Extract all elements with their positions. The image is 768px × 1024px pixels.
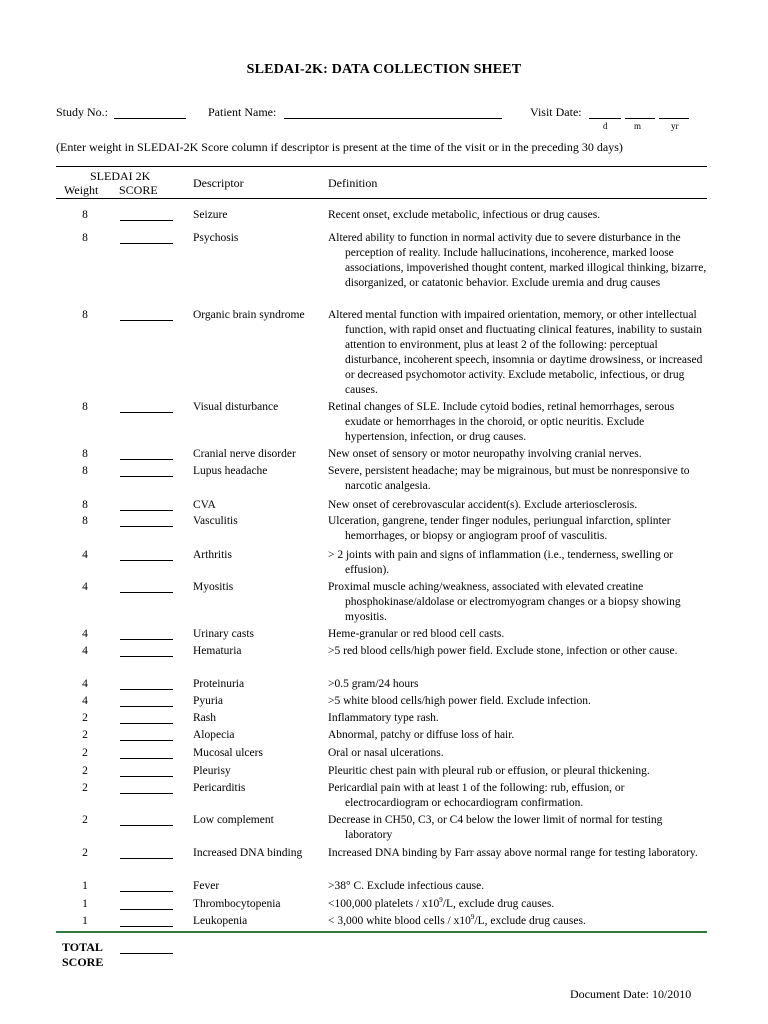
row-score-field[interactable] <box>120 476 173 477</box>
row-score-field[interactable] <box>120 639 173 640</box>
patient-name-field[interactable] <box>284 118 502 119</box>
row-score-field[interactable] <box>120 320 173 321</box>
month-sublabel: m <box>634 121 642 131</box>
row-definition: Retinal changes of SLE. Include cytoid bodies, retinal hemorrhages, serous exudate or hemorrhages in the choroid, or optic neuritis. Exclude hypertension, infection, or drug causes. <box>328 401 675 443</box>
row-score-field[interactable] <box>120 459 173 460</box>
row-score-field[interactable] <box>120 243 173 244</box>
row-definition: Ulceration, gangrene, tender finger nodules, periungual infarction, splinter hemorrhages, or biopsy or angiogram proof of vasculitis. <box>328 515 671 542</box>
row-descriptor: Increased DNA binding <box>193 847 303 859</box>
row-definition: Altered ability to function in normal activity due to severe disturbance in the perception of reality. Include hallucinations, incoherence, marked loose associations, impoverished thought content, marked illogical thinking, bizarre, disorganized, or catatonic behavior. Exclude uremia and drug causes <box>328 232 707 289</box>
row-descriptor: Seizure <box>193 209 228 221</box>
row-weight: 2 <box>82 747 88 759</box>
row-weight: 2 <box>82 782 88 794</box>
row-descriptor: Pericarditis <box>193 782 246 794</box>
row-definition: Severe, persistent headache; may be migrainous, but must be nonresponsive to narcotic analgesia. <box>328 465 690 492</box>
row-score-field[interactable] <box>120 825 173 826</box>
day-sublabel: d <box>603 121 608 131</box>
row-descriptor: CVA <box>193 499 216 511</box>
document-date: Document Date: 10/2010 <box>570 987 692 1001</box>
row-weight: 8 <box>82 401 88 413</box>
row-score-field[interactable] <box>120 510 173 511</box>
page-title: SLEDAI-2K: DATA COLLECTION SHEET <box>246 62 522 77</box>
row-definition: >5 white blood cells/high power field. Exclude infection. <box>328 695 591 707</box>
row-definition: Pleuritic chest pain with pleural rub or effusion, or pleural thickening. <box>328 765 650 777</box>
row-weight: 2 <box>82 847 88 859</box>
row-descriptor: Vasculitis <box>193 515 238 527</box>
row-weight: 8 <box>82 448 88 460</box>
row-definition: Proximal muscle aching/weakness, associated with elevated creatine phosphokinase/aldolase or electromyogram changes or a biopsy showing myositis. <box>328 581 681 623</box>
row-weight: 8 <box>82 499 88 511</box>
row-weight: 8 <box>82 515 88 527</box>
patient-name-label: Patient Name: <box>208 105 277 119</box>
row-descriptor: Leukopenia <box>193 915 248 927</box>
row-definition: Pericardial pain with at least 1 of the following: rub, effusion, or electrocardiogram or echocardiogram confirmation. <box>328 782 625 809</box>
row-descriptor: Pyuria <box>193 695 224 707</box>
year-sublabel: yr <box>671 121 679 131</box>
row-descriptor: Arthritis <box>193 549 232 561</box>
row-descriptor: Lupus headache <box>193 465 268 477</box>
row-weight: 4 <box>82 695 88 707</box>
row-score-field[interactable] <box>120 526 173 527</box>
row-descriptor: Organic brain syndrome <box>193 309 305 321</box>
row-definition: >38° C. Exclude infectious cause. <box>328 880 485 892</box>
total-score-label: TOTAL SCORE <box>62 940 104 969</box>
row-weight: 4 <box>82 645 88 657</box>
row-score-field[interactable] <box>120 723 173 724</box>
row-weight: 8 <box>82 309 88 321</box>
row-descriptor: Low complement <box>193 814 274 826</box>
row-score-field[interactable] <box>120 926 173 927</box>
sledai-header: SLEDAI 2K <box>90 169 151 183</box>
row-descriptor: Myositis <box>193 581 234 593</box>
row-definition: Abnormal, patchy or diffuse loss of hair. <box>328 729 515 741</box>
row-definition: Recent onset, exclude metabolic, infectious or drug causes. <box>328 209 601 221</box>
row-descriptor: Rash <box>193 712 216 724</box>
row-descriptor: Urinary casts <box>193 628 254 640</box>
weight-header: Weight <box>64 183 99 197</box>
row-definition: Decrease in CH50, C3, or C4 below the lower limit of normal for testing laboratory <box>328 814 663 841</box>
row-score-field[interactable] <box>120 220 173 221</box>
table-bottom-rule <box>56 931 707 933</box>
instruction-text: (Enter weight in SLEDAI-2K Score column if descriptor is present at the time of the visit or in the preceding 30 days) <box>56 140 623 154</box>
row-score-field[interactable] <box>120 560 173 561</box>
row-definition: >0.5 gram/24 hours <box>328 678 419 690</box>
total-score-field[interactable] <box>120 953 173 954</box>
row-weight: 1 <box>82 880 88 892</box>
row-definition: Oral or nasal ulcerations. <box>328 747 444 759</box>
row-definition: < 3,000 white blood cells / $x10^9/L$, exclude drug causes. <box>328 913 586 927</box>
row-weight: 8 <box>82 209 88 221</box>
row-weight: 2 <box>82 765 88 777</box>
row-descriptor: Hematuria <box>193 645 242 657</box>
row-score-field[interactable] <box>120 740 173 741</box>
row-weight: 1 <box>82 915 88 927</box>
row-weight: 2 <box>82 814 88 826</box>
row-score-field[interactable] <box>120 412 173 413</box>
row-weight: 1 <box>82 898 88 910</box>
row-score-field[interactable] <box>120 776 173 777</box>
row-score-field[interactable] <box>120 891 173 892</box>
row-descriptor: Alopecia <box>193 729 235 741</box>
row-descriptor: Fever <box>193 880 220 892</box>
row-definition: Altered mental function with impaired orientation, memory, or other intellectual function, with rapid onset and fluctuating clinical features, inability to sustain attention to environment, plus at least 2 of the following: perceptual disturbance, incoherent speech, insomnia or daytime drowsiness, or increased or decreased psychomotor activity. Exclude metabolic, infectious, or drug causes. <box>328 309 703 396</box>
row-definition: Heme-granular or red blood cell casts. <box>328 628 505 640</box>
row-weight: 8 <box>82 465 88 477</box>
visit-month-field[interactable] <box>625 118 655 119</box>
row-score-field[interactable] <box>120 706 173 707</box>
row-definition: Inflammatory type rash. <box>328 712 439 724</box>
row-score-field[interactable] <box>120 793 173 794</box>
table-top-rule <box>56 166 707 167</box>
row-descriptor: Proteinuria <box>193 678 245 690</box>
row-score-field[interactable] <box>120 656 173 657</box>
row-score-field[interactable] <box>120 592 173 593</box>
row-weight: 8 <box>82 232 88 244</box>
row-definition: Increased DNA binding by Farr assay above normal range for testing laboratory. <box>328 847 698 859</box>
row-definition: New onset of cerebrovascular accident(s). Exclude arteriosclerosis. <box>328 499 638 511</box>
row-definition: New onset of sensory or motor neuropathy involving cranial nerves. <box>328 448 642 460</box>
row-weight: 4 <box>82 678 88 690</box>
definition-header: Definition <box>328 176 378 190</box>
row-definition: > 2 joints with pain and signs of inflammation (i.e., tenderness, swelling or effusion). <box>328 549 674 576</box>
row-descriptor: Mucosal ulcers <box>193 747 263 759</box>
row-descriptor: Thrombocytopenia <box>193 898 281 910</box>
study-no-label: Study No.: <box>56 105 109 119</box>
row-score-field[interactable] <box>120 858 173 859</box>
row-descriptor: Pleurisy <box>193 765 231 777</box>
study-no-field[interactable] <box>114 118 186 119</box>
visit-date-label: Visit Date: <box>530 105 582 119</box>
visit-year-field[interactable] <box>659 118 689 119</box>
row-weight: 2 <box>82 712 88 724</box>
row-weight: 2 <box>82 729 88 741</box>
row-weight: 4 <box>82 581 88 593</box>
row-descriptor: Cranial nerve disorder <box>193 448 296 460</box>
row-descriptor: Visual disturbance <box>193 401 279 413</box>
header-bottom-rule <box>56 198 707 199</box>
row-weight: 4 <box>82 549 88 561</box>
row-score-field[interactable] <box>120 689 173 690</box>
row-score-field[interactable] <box>120 758 173 759</box>
row-score-field[interactable] <box>120 909 173 910</box>
descriptor-header: Descriptor <box>193 176 244 190</box>
visit-day-field[interactable] <box>589 118 621 119</box>
row-descriptor: Psychosis <box>193 232 239 244</box>
row-definition: <100,000 platelets / $x10^9/L$, exclude drug causes. <box>328 896 555 910</box>
score-header: SCORE <box>119 183 158 197</box>
row-weight: 4 <box>82 628 88 640</box>
row-definition: >5 red blood cells/high power field. Exclude stone, infection or other cause. <box>328 645 678 657</box>
